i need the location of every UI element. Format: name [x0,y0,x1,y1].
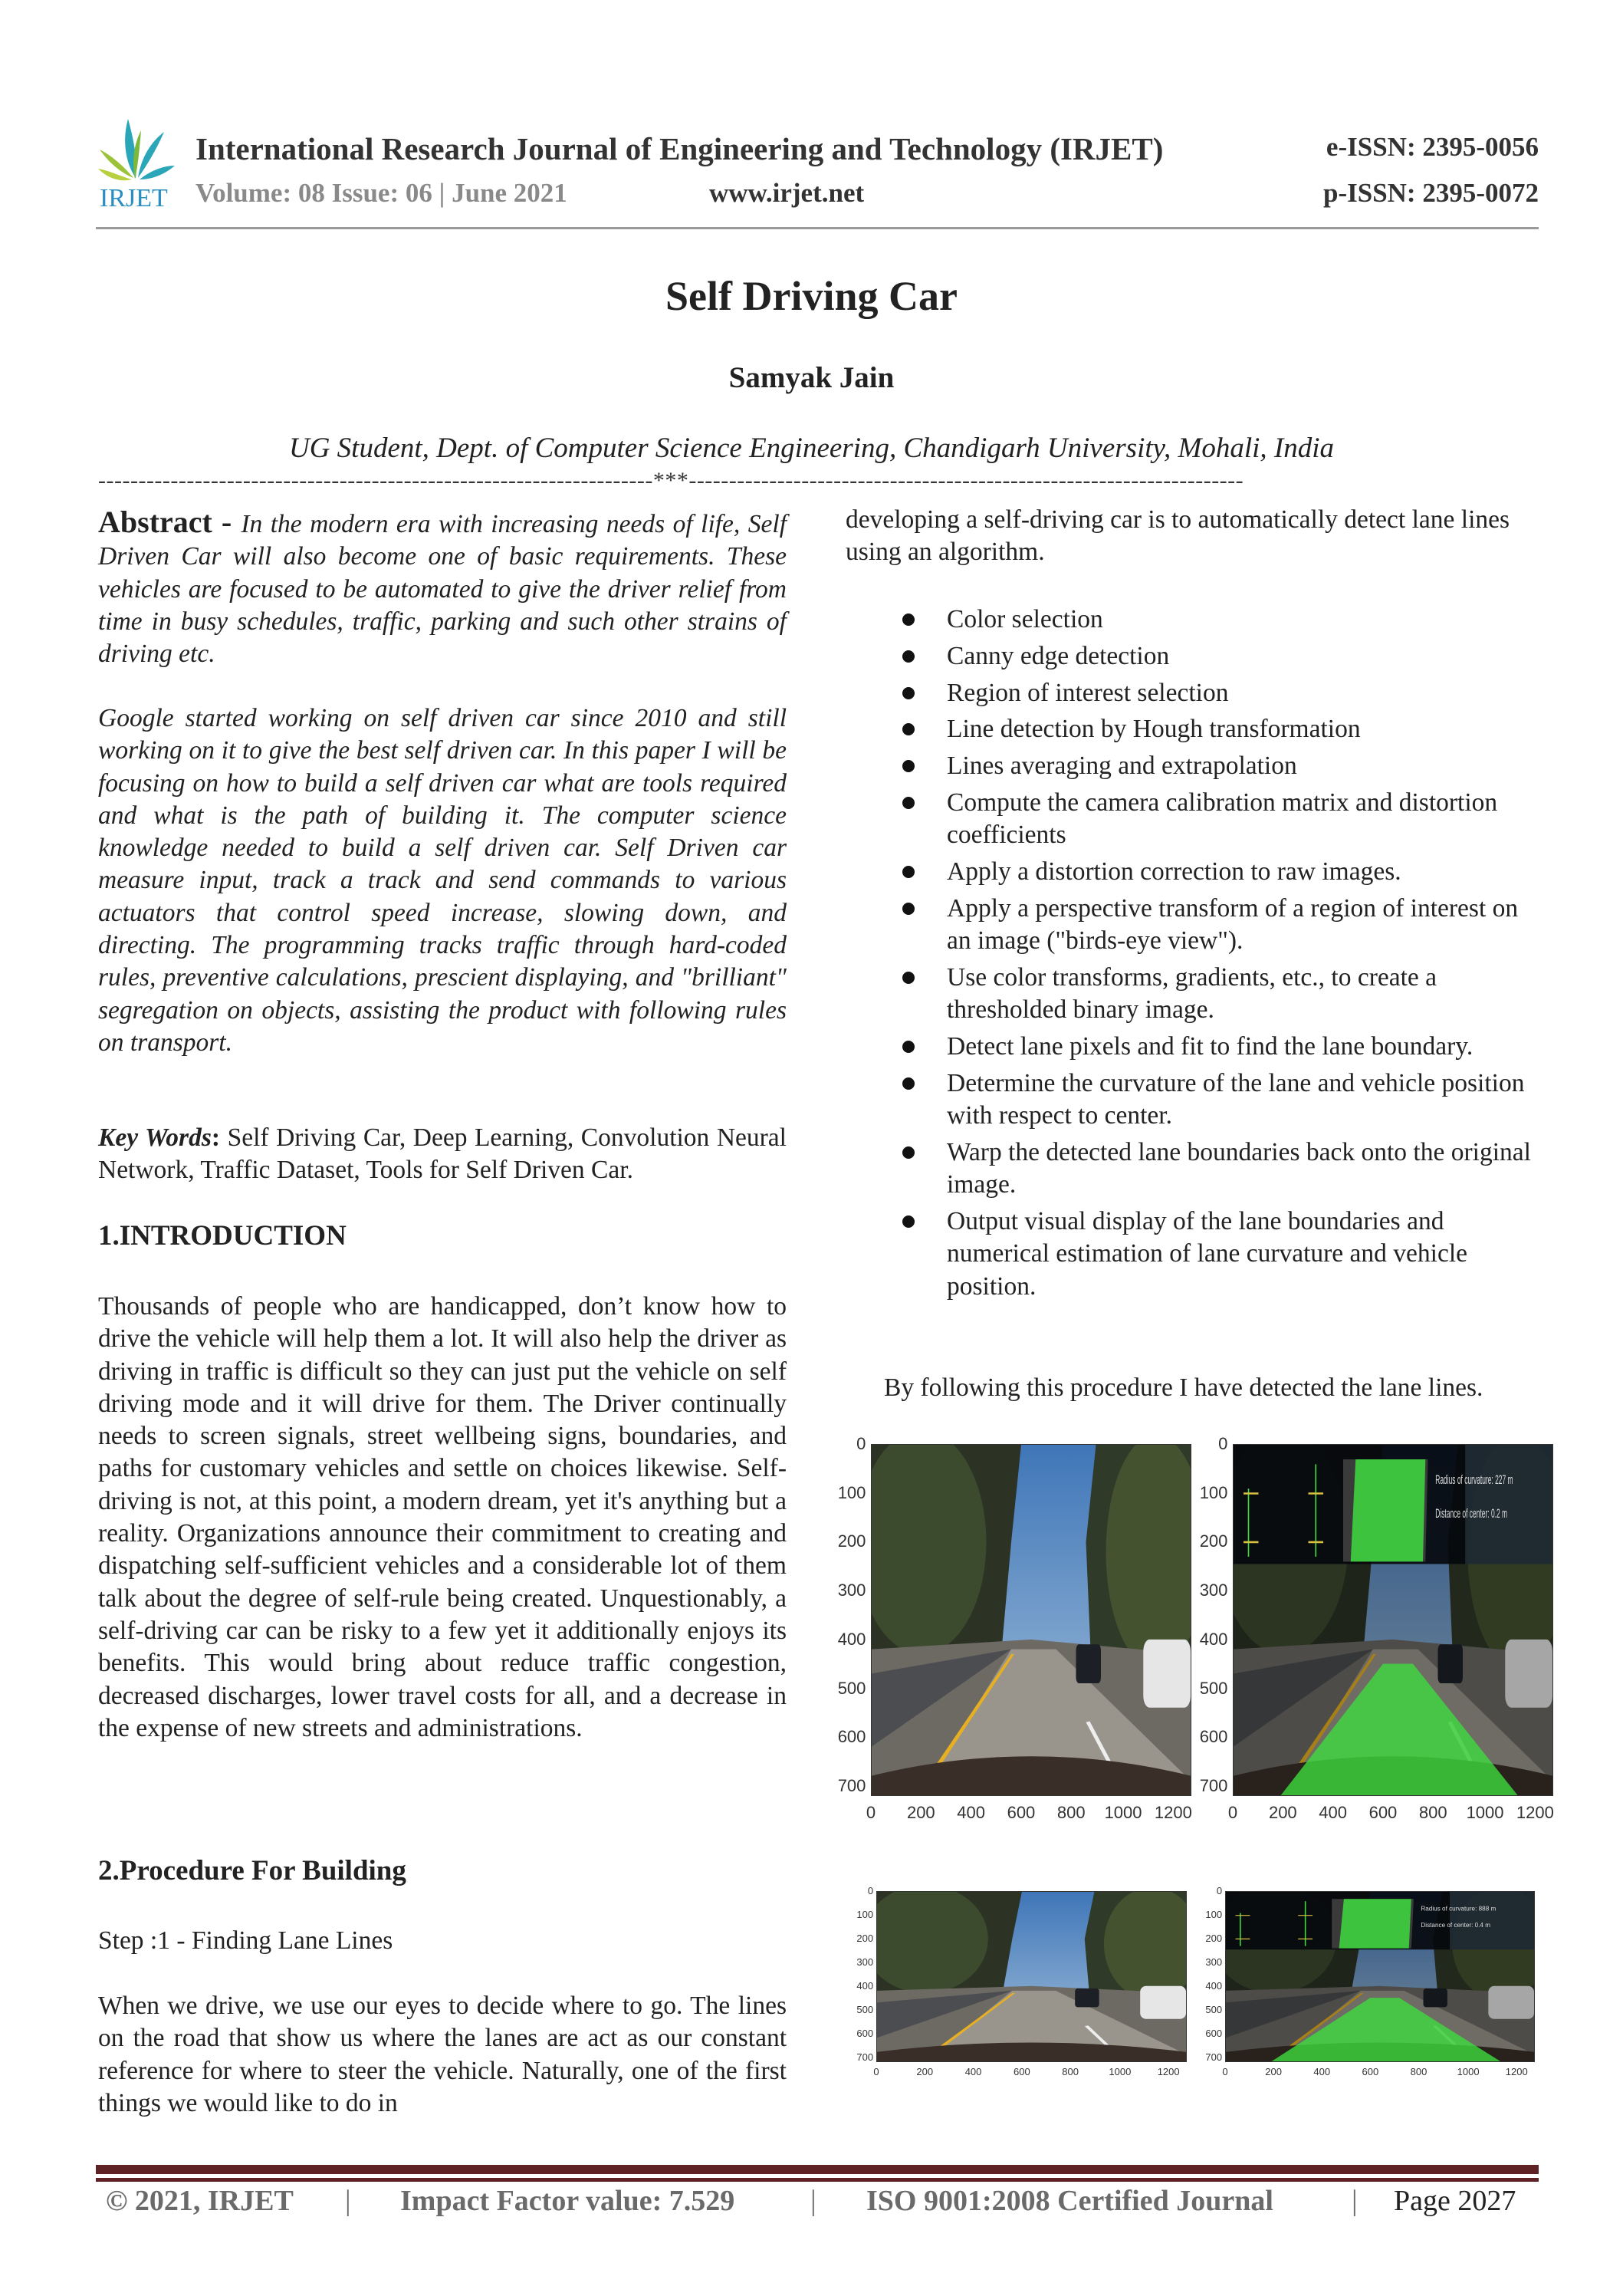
curvature-readout: Radius of curvature: 227 m [1435,1472,1513,1487]
y-tick-label: 700 [856,2051,874,2063]
keywords-text: Self Driving Car, Deep Learning, Convolution Neural Network, Traffic Dataset, Tools for Self Driven Car. [98,1123,787,1185]
step-item-text: Lines averaging and extrapolation [947,752,1297,781]
step-item-text: Region of interest selection [947,678,1229,707]
step-item-text: Output visual display of the lane boundaries and numerical estimation of lane curvature and vehicle position. [947,1207,1468,1301]
procedure-text-right: developing a self-driving car is to automatically detect lane lines using an algorithm. [846,505,1510,567]
keywords [98,1122,787,1187]
x-tick-label: 1000 [1104,1802,1142,1822]
section-divider: ---------------------------------------------------------------------***--------------------------------------------------------------------- [98,468,1244,493]
y-tick-label: 600 [856,2028,874,2040]
x-tick-label: 800 [1410,2066,1428,2078]
abstract-text-1: In the modern era with increasing needs of life, Self Driven Car will also become one of basic requirements. These vehicles are focused to be automated to give the driver relief from time in busy schedules, traffic, parking and such other strains of driving etc. [98,510,787,669]
y-tick-label: 300 [837,1581,866,1600]
y-tick-label: 500 [856,2004,874,2016]
y-tick-label: 600 [1205,2028,1223,2040]
y-tick-label: 400 [1205,1980,1223,1992]
road-photo [1233,1444,1553,1796]
x-tick-label: 1200 [1505,2066,1528,2078]
footer-page-number: Page 2027 [1394,2185,1516,2217]
step-item [846,856,1537,888]
x-tick-label: 600 [1013,2066,1030,2078]
x-tick-label: 0 [1222,2066,1228,2078]
step-item [846,750,1537,782]
bullet-icon [902,866,915,878]
footer-separator: | [810,2185,816,2217]
footer-rule-thick [96,2165,1539,2174]
step-item [846,713,1537,745]
pissn: p-ISSN: 2395-0072 [1322,178,1539,208]
step-item [846,604,1537,636]
y-tick-label: 100 [856,1909,874,1921]
y-tick-label: 300 [1205,1956,1223,1969]
x-tick-label: 600 [1362,2066,1379,2078]
step-item [846,1031,1537,1063]
bullet-icon [902,972,915,984]
x-tick-label: 1200 [1157,2066,1180,2078]
y-tick-label: 300 [856,1956,874,1969]
center-distance-readout: Distance of center: 0.2 m [1435,1506,1508,1521]
x-tick-label: 0 [866,1802,876,1822]
x-tick-label: 200 [1268,1802,1297,1822]
x-tick-label: 0 [1227,1802,1238,1822]
step-1-label: Step :1 - Finding Lane Lines [98,1926,393,1955]
step-item [846,1206,1537,1303]
abstract-label: Abstract - [98,505,241,539]
footer-copyright: © 2021, IRJET [106,2185,294,2217]
step-item-text: Canny edge detection [947,641,1170,670]
x-tick-label: 400 [1313,2066,1331,2078]
step-item-text: Use color transforms, gradients, etc., to create a thresholded binary image. [947,962,1437,1025]
y-tick-label: 500 [1205,2004,1223,2016]
logo-text: IRJET [100,184,168,212]
y-tick-label: 700 [837,1776,866,1796]
paper-title: Self Driving Car [665,273,958,319]
y-tick-label: 700 [1199,1776,1228,1796]
y-tick-label: 100 [837,1482,866,1502]
figure-lane-detected-2 [1205,1885,1535,2078]
y-tick-label: 400 [837,1629,866,1649]
y-tick-label: 200 [1205,1933,1223,1945]
step-item-text: Compute the camera calibration matrix and distortion coefficients [947,788,1498,850]
step-item-text: Line detection by Hough transformation [947,715,1361,744]
y-tick-label: 200 [837,1531,866,1551]
bullet-icon [902,903,915,915]
step-item-text: Determine the curvature of the lane and vehicle position with respect to center. [947,1068,1525,1130]
step-item [846,787,1537,852]
journal-website-link[interactable]: www.irjet.net [709,178,865,208]
footer-impact-factor: Impact Factor value: 7.529 [400,2185,735,2217]
bullet-icon [902,687,915,699]
y-tick-label: 100 [1199,1482,1228,1502]
x-tick-label: 200 [916,2066,934,2078]
x-tick-label: 400 [957,1802,985,1822]
x-tick-label: 1000 [1466,1802,1504,1822]
road-photo [1225,1891,1535,2062]
x-tick-label: 1200 [1516,1802,1554,1822]
figure-lane-detected [1199,1433,1554,1822]
step-item-text: Warp the detected lane boundaries back onto the original image. [947,1137,1531,1199]
step-item-text: Apply a distortion correction to raw images. [947,857,1401,886]
footer-separator: | [1352,2185,1358,2217]
y-tick-label: 400 [856,1980,874,1992]
journal-name: International Research Journal of Engineering and Technology (IRJET) [195,131,1164,166]
x-tick-label: 800 [1056,1802,1086,1822]
y-tick-label: 600 [1199,1727,1228,1747]
irjet-logo [94,115,178,215]
steps-list [846,604,1537,1307]
bullet-icon [902,650,915,663]
y-tick-label: 0 [867,1885,874,1897]
center-distance-readout: Distance of center: 0.4 m [1421,1922,1491,1929]
y-tick-label: 100 [1205,1909,1223,1921]
x-tick-label: 400 [1319,1802,1347,1822]
y-tick-label: 400 [1199,1629,1228,1649]
x-tick-label: 0 [873,2066,879,2078]
bullet-icon [902,613,915,626]
header-divider [96,227,1539,229]
author-name: Samyak Jain [728,361,895,394]
step-item-text: Detect lane pixels and fit to find the lane boundary. [947,1032,1474,1061]
x-tick-label: 200 [1265,2066,1282,2078]
y-tick-label: 500 [1199,1678,1228,1698]
y-tick-label: 500 [837,1678,866,1698]
procedure-heading: 2.Procedure For Building [98,1855,406,1886]
x-tick-label: 1000 [1457,2066,1480,2078]
y-tick-label: 200 [1199,1531,1228,1551]
y-tick-label: 0 [1216,1885,1223,1897]
y-tick-label: 0 [856,1433,866,1453]
y-tick-label: 600 [837,1727,866,1747]
x-tick-label: 400 [964,2066,982,2078]
x-tick-label: 800 [1062,2066,1079,2078]
y-tick-label: 200 [856,1933,874,1945]
procedure-text-left: When we drive, we use our eyes to decide where to go. The lines on the road that show us where the lanes are act as our constant reference for where to steer the vehicle. Naturally, one of the first things we would like to do in [98,1992,787,2117]
bullet-icon [902,760,915,772]
step-item [846,640,1537,673]
abstract-paragraph-1 [98,506,787,670]
volume-issue: Volume: 08 Issue: 06 | June 2021 [195,178,567,208]
curvature-readout: Radius of curvature: 888 m [1421,1905,1497,1913]
eissn: e-ISSN: 2395-0056 [1326,132,1539,162]
x-tick-label: 600 [1368,1802,1398,1822]
introduction-heading: 1.INTRODUCTION [98,1220,347,1252]
step-item-text: Apply a perspective transform of a region of interest on an image ("birds-eye view"). [947,893,1519,956]
figure-original-road [837,1433,1192,1822]
y-tick-label: 300 [1199,1581,1228,1600]
step-item [846,677,1537,709]
x-tick-label: 1200 [1154,1802,1192,1822]
bullet-icon [902,1077,915,1090]
step-item [846,893,1537,958]
step-item [846,1136,1537,1202]
step-item-text: Color selection [947,605,1103,633]
bullet-icon [902,1215,915,1228]
y-tick-label: 700 [1205,2051,1223,2063]
conclusion-text: By following this procedure I have detected the lane lines. [884,1373,1483,1402]
footer-iso: ISO 9001:2008 Certified Journal [866,2185,1273,2217]
figure-original-road-2 [856,1885,1187,2078]
footer-rule-thin [96,2178,1539,2182]
abstract-paragraph-2: Google started working on self driven car since 2010 and still working on it to give the best self driven car. In this paper I will be focusing on how to build a self driven car what are tools required and what is the path of building it. The computer science knowledge needed to build a self driven car. Self Driven car measure input, track a track and send commands to various actuators that control speed increase, slowing down, and directing. The programming tracks traffic through hard-coded rules, preventive calculations, prescient displaying, and "brilliant" segregation on objects, assisting the product with following rules on transport. [98,704,787,1057]
step-item [846,962,1537,1027]
x-tick-label: 1000 [1109,2066,1132,2078]
x-tick-label: 800 [1418,1802,1447,1822]
keywords-colon: : [211,1123,221,1152]
step-item [846,1067,1537,1133]
footer-separator: | [345,2185,351,2217]
bullet-icon [902,797,915,809]
road-photo [871,1444,1191,1796]
y-tick-label: 0 [1218,1433,1228,1453]
introduction-text: Thousands of people who are handicapped, don’t know how to drive the vehicle will help them a lot. It will also help the driver as driving in traffic is difficult so they can just put the vehicle on self driving mode and it will drive for them. The Driver continually needs to screen signals, street wellbeing signs, boundaries, and paths for customary vehicles and settle on choices likewise. Self-driving is not, at this point, a modern dream, yet it's anything but a reality. Organizations announce their commitment to creating and dispatching self-sufficient vehicles and a considerable lot of them talk about the degree of self-rule being created. Unquestionably, a self-driving car can be risky to a few yet it additionally enjoys its benefits. This would bring about reduce traffic congestion, decreased discharges, lower travel costs for all, and a decrease in the expense of new streets and administrations. [98,1292,787,1742]
author-affiliation: UG Student, Dept. of Computer Science Engineering, Chandigarh University, Mohali, India [288,433,1334,464]
road-photo [876,1891,1187,2062]
x-tick-label: 600 [1007,1802,1036,1822]
keywords-label: Key Words [98,1123,212,1152]
bullet-icon [902,723,915,735]
x-tick-label: 200 [906,1802,935,1822]
bullet-icon [902,1041,915,1053]
bullet-icon [902,1146,915,1159]
